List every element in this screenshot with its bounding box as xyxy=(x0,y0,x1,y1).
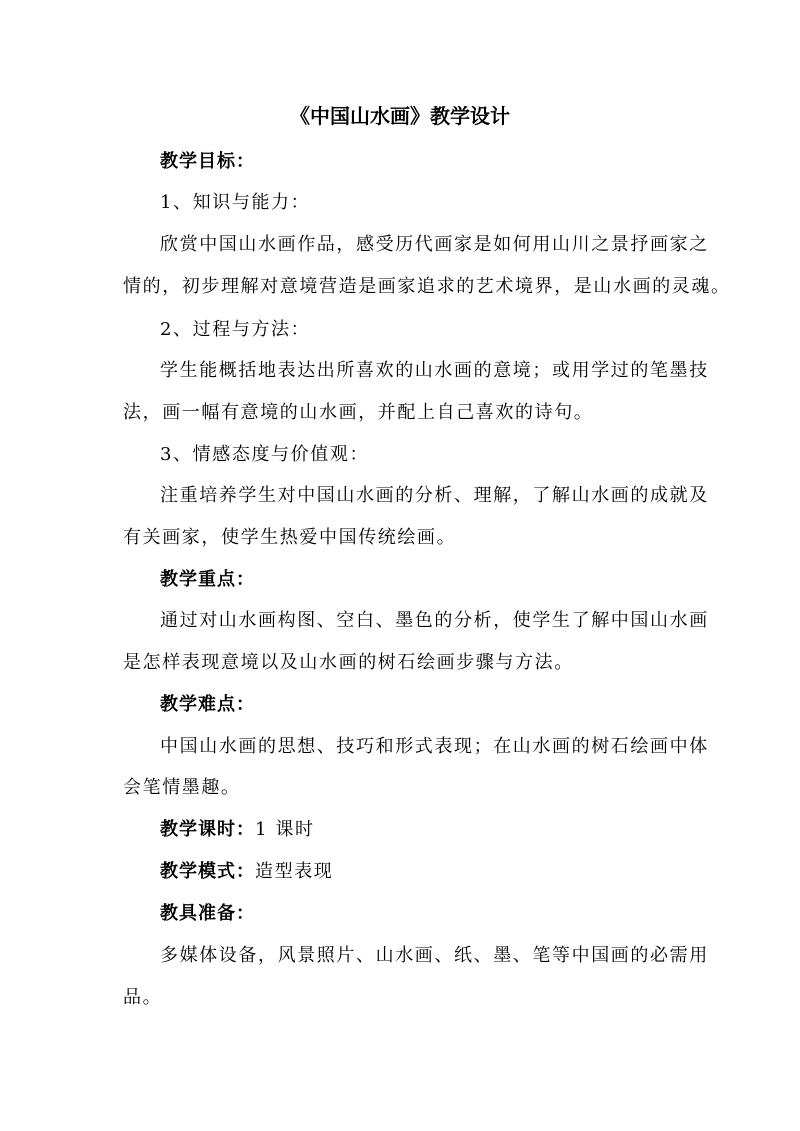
teaching-tools-text-line-1: 多媒体设备，风景照片、山水画、纸、墨、笔等中国画的必需用 xyxy=(160,945,709,966)
teaching-tools-text-line-2: 品。 xyxy=(123,987,163,1008)
objective-2-heading: 2、过程与方法： xyxy=(160,319,311,340)
key-points-heading: 教学重点： xyxy=(160,569,255,590)
objective-1-text-line-1: 欣赏中国山水画作品，感受历代画家是如何用山川之景抒画家之 xyxy=(160,234,709,255)
difficulties-text-line-1: 中国山水画的思想、技巧和形式表现；在山水画的树石绘画中体 xyxy=(160,736,709,757)
teaching-tools-heading: 教具准备： xyxy=(160,903,255,924)
teaching-mode-value: 造型表现 xyxy=(255,861,334,882)
objective-1-text-line-2: 情的，初步理解对意境营造是画家追求的艺术境界，是山水画的灵魂。 xyxy=(123,276,731,297)
objective-2-text-line-2: 法，画一幅有意境的山水画，并配上自己喜欢的诗句。 xyxy=(123,402,594,423)
teaching-hours-label: 教学课时： xyxy=(160,819,255,840)
teaching-mode-label: 教学模式： xyxy=(160,861,255,882)
objective-3-text-line-1: 注重培养学生对中国山水画的分析、理解，了解山水画的成就及 xyxy=(160,485,709,506)
objectives-heading: 教学目标： xyxy=(160,151,255,172)
objective-3-heading: 3、情感态度与价值观： xyxy=(160,444,370,465)
difficulties-heading: 教学难点： xyxy=(160,694,255,715)
teaching-hours xyxy=(160,816,693,844)
objective-1-heading: 1、知识与能力： xyxy=(160,192,311,213)
key-points-text-line-1: 通过对山水画构图、空白、墨色的分析，使学生了解中国山水画 xyxy=(160,610,709,631)
objective-3-text-line-2: 有关画家，使学生热爱中国传统绘画。 xyxy=(123,527,457,548)
difficulties-text-line-2: 会笔情墨趣。 xyxy=(123,777,241,798)
teaching-mode xyxy=(160,858,693,886)
key-points-text-line-2: 是怎样表现意境以及山水画的树石绘画步骤与方法。 xyxy=(123,652,574,673)
objective-2-text-line-1: 学生能概括地表达出所喜欢的山水画的意境；或用学过的笔墨技 xyxy=(160,360,709,381)
teaching-hours-value: 1 课时 xyxy=(255,819,315,840)
page-title: 《中国山水画》教学设计 xyxy=(290,104,510,128)
